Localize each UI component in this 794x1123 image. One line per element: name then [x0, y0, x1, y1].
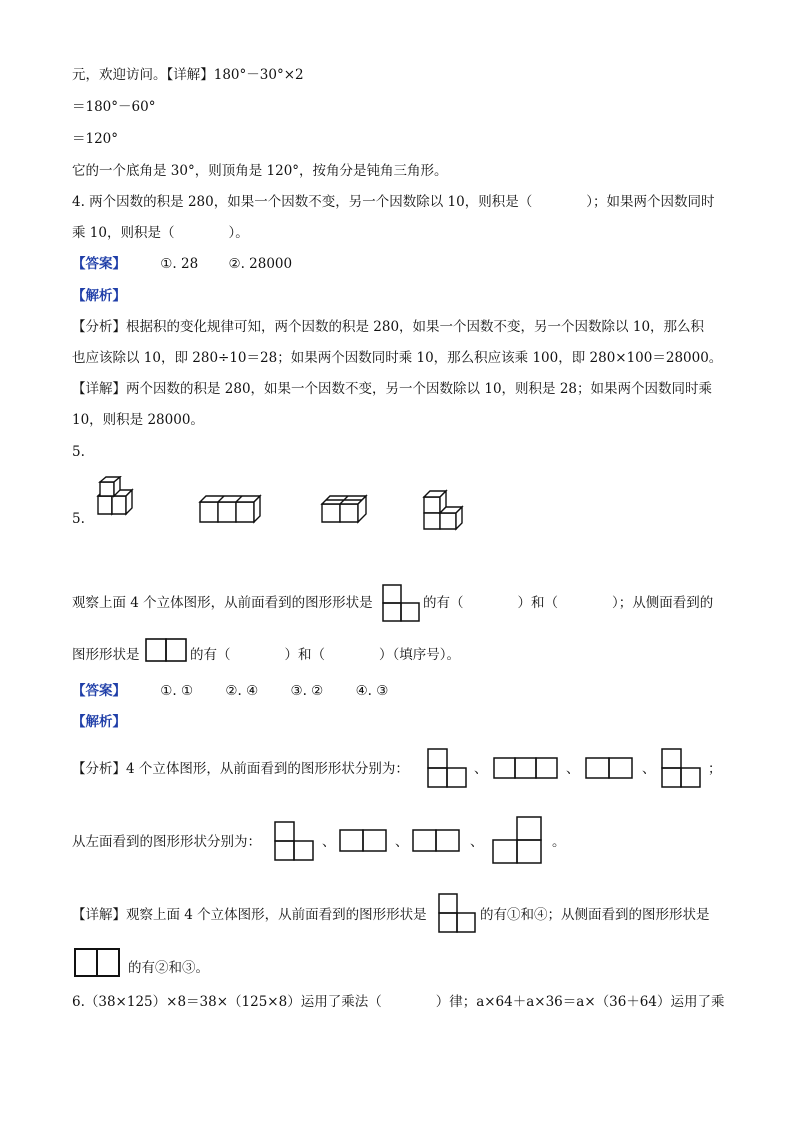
answer-item: ④. ③ [355, 683, 389, 699]
answer-tag: 【答案】 [72, 683, 126, 699]
analysis-line: 【分析】根据积的变化规律可知，两个因数的积是 280，如果一个因数不变，另一个因数除以 10，那么积 [72, 319, 705, 335]
detail-line: 的有②和③。 [128, 960, 209, 976]
analysis-line: 也应该除以 10，即 280÷10＝28；如果两个因数同时乘 10，那么积应该乘 100，即 280×100＝28000。 [72, 350, 723, 366]
side-view-shape-icon [73, 947, 123, 979]
answer-item: ③. ② [290, 683, 324, 699]
answer-row-q5 [72, 682, 388, 700]
text-line: ＝120° [72, 131, 119, 147]
question-5-text: 的有（ ）和（ ）；从侧面看到的 [423, 595, 714, 611]
answer-item: ①. 28 [160, 256, 199, 272]
front-view-shape-icon [437, 892, 479, 934]
solid-figure-1 [90, 476, 140, 526]
left-view-4-icon [489, 815, 545, 865]
answer-tag: 【答案】 [72, 256, 126, 272]
text-line: ＝180°－60° [72, 99, 156, 115]
answer-item: ②. ④ [225, 683, 259, 699]
solid-figure-4 [420, 489, 468, 537]
text-line: 元，欢迎访问。【详解】180°－30°×2 [72, 67, 304, 83]
semicolon: ； [708, 761, 722, 777]
analysis-line: 从左面看到的图形形状分别为： [72, 834, 261, 850]
question-4-line-2: 乘 10，则积是（ ）。 [72, 225, 249, 241]
solid-figure-3 [320, 494, 368, 528]
answer-item: ②. 28000 [228, 256, 293, 272]
question-5-text: 的有（ ）和（ ）（填序号）。 [190, 647, 460, 663]
left-view-3-icon [411, 828, 463, 854]
view-shape-icon [381, 583, 421, 623]
detail-line: 的有①和④；从侧面看到的图形形状是 [480, 907, 710, 923]
answer-row-q4 [72, 255, 292, 273]
left-view-1-icon [273, 820, 317, 862]
detail-line: 【详解】观察上面 4 个立体图形，从前面看到的图形形状是 [72, 907, 427, 923]
question-5-number: 5. [72, 444, 85, 460]
separator: 、 [566, 761, 580, 777]
analysis-tag: 【解析】 [72, 714, 126, 730]
question-6-line: 6.（38×125）×8＝38×（125×8）运用了乘法（ ）律；a×64＋a×36＝a×（36＋64）运用了乘 [72, 994, 725, 1010]
front-view-1-icon [426, 747, 470, 789]
answer-item: ①. ① [160, 683, 194, 699]
view-shape-icon [144, 637, 188, 665]
question-5-number: 5. [72, 511, 85, 527]
question-5-text: 图形形状是 [72, 647, 140, 663]
period: 。 [552, 834, 566, 850]
separator: 、 [470, 834, 484, 850]
left-view-2-icon [338, 828, 390, 854]
solid-figure-2 [198, 494, 262, 528]
separator: 、 [642, 761, 656, 777]
separator: 、 [395, 834, 409, 850]
detail-line: 10，则积是 28000。 [72, 412, 204, 428]
separator: 、 [322, 834, 336, 850]
separator: 、 [474, 761, 488, 777]
question-5-text: 观察上面 4 个立体图形，从前面看到的图形形状是 [72, 595, 373, 611]
text-line: 它的一个底角是 30°，则顶角是 120°，按角分是钝角三角形。 [72, 163, 448, 179]
analysis-line: 【分析】4 个立体图形，从前面看到的图形形状分别为： [72, 761, 409, 777]
front-view-4-icon [660, 747, 704, 789]
analysis-tag: 【解析】 [72, 288, 126, 304]
question-4-line-1: 4. 两个因数的积是 280，如果一个因数不变，另一个因数除以 10，则积是（ ）；如果两个因数同时 [72, 194, 715, 210]
front-view-3-icon [584, 756, 636, 780]
detail-line: 【详解】两个因数的积是 280，如果一个因数不变，另一个因数除以 10，则积是 28；如果两个因数同时乘 [72, 381, 712, 397]
front-view-2-icon [492, 756, 560, 780]
